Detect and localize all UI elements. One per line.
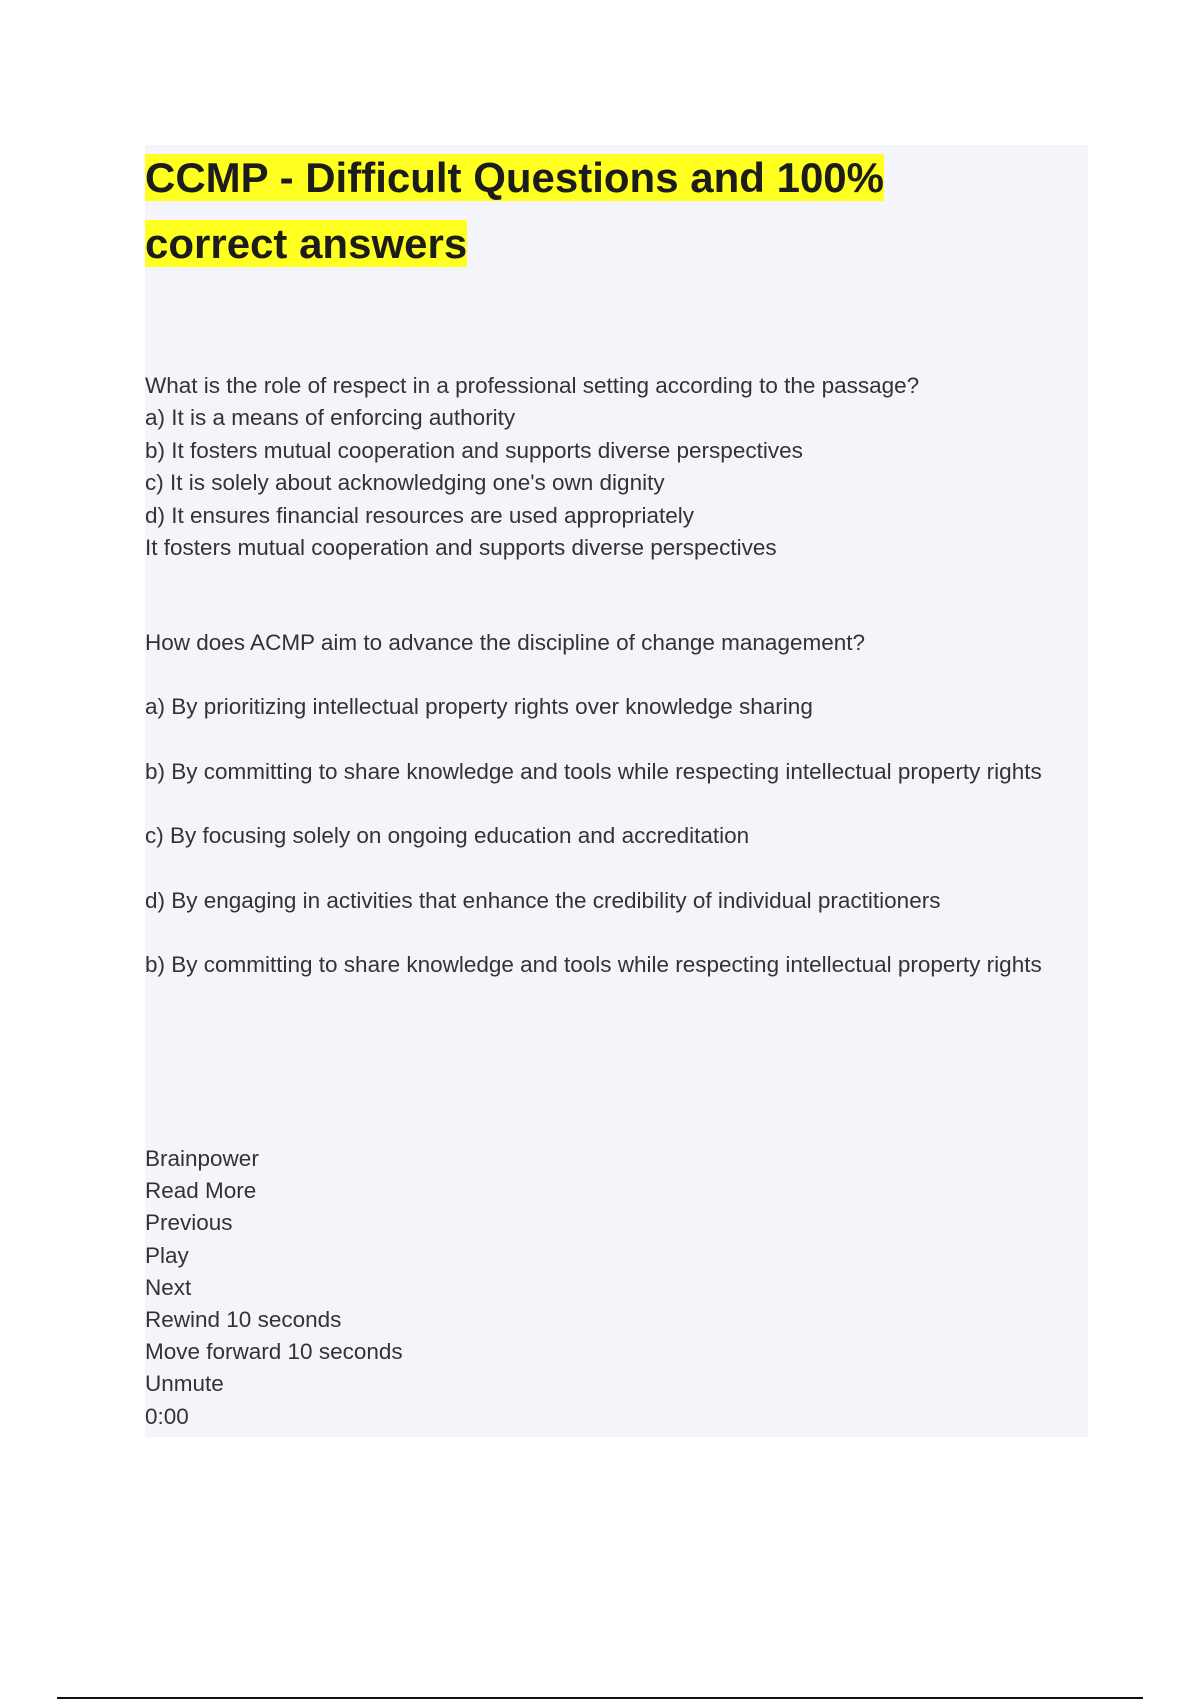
- document-title: [145, 145, 965, 277]
- question-1-answer: It fosters mutual cooperation and supports diverse perspectives: [145, 535, 777, 561]
- media-player-text: [145, 1143, 403, 1433]
- question-2-option-d: d) By engaging in activities that enhance the credibility of individual practitioners: [145, 887, 941, 913]
- previous-button[interactable]: Previous: [145, 1210, 233, 1236]
- question-1-option-b: b) It fosters mutual cooperation and supports diverse perspectives: [145, 437, 803, 463]
- question-1: [145, 370, 919, 564]
- forward-button[interactable]: Move forward 10 seconds: [145, 1339, 403, 1365]
- question-2-option-b: b) By committing to share knowledge and tools while respecting intellectual property rights: [145, 758, 1042, 784]
- footer-divider: [57, 1697, 1143, 1699]
- question-1-option-a: a) It is a means of enforcing authority: [145, 405, 516, 431]
- rewind-button[interactable]: Rewind 10 seconds: [145, 1307, 342, 1333]
- read-more-link[interactable]: Read More: [145, 1178, 257, 1204]
- question-2-answer: b) By committing to share knowledge and tools while respecting intellectual property rights: [145, 952, 1042, 978]
- time-display: 0:00: [145, 1403, 189, 1429]
- player-brand: Brainpower: [145, 1146, 259, 1171]
- question-1-option-d: d) It ensures financial resources are used appropriately: [145, 502, 695, 528]
- next-button[interactable]: Next: [145, 1274, 192, 1300]
- play-button[interactable]: Play: [145, 1242, 189, 1268]
- document-page-content: [145, 145, 1088, 1437]
- question-1-prompt: What is the role of respect in a professional setting according to the passage?: [145, 373, 920, 398]
- question-2: [145, 627, 1065, 1013]
- question-2-option-a: a) By prioritizing intellectual property rights over knowledge sharing: [145, 694, 813, 720]
- document-title-highlight: CCMP - Difficult Questions and 100% correct answers: [145, 154, 884, 267]
- question-2-option-c: c) By focusing solely on ongoing education and accreditation: [145, 823, 750, 849]
- question-1-option-c: c) It is solely about acknowledging one's own dignity: [145, 470, 665, 496]
- unmute-button[interactable]: Unmute: [145, 1371, 224, 1397]
- question-2-prompt: How does ACMP aim to advance the discipline of change management?: [145, 630, 866, 655]
